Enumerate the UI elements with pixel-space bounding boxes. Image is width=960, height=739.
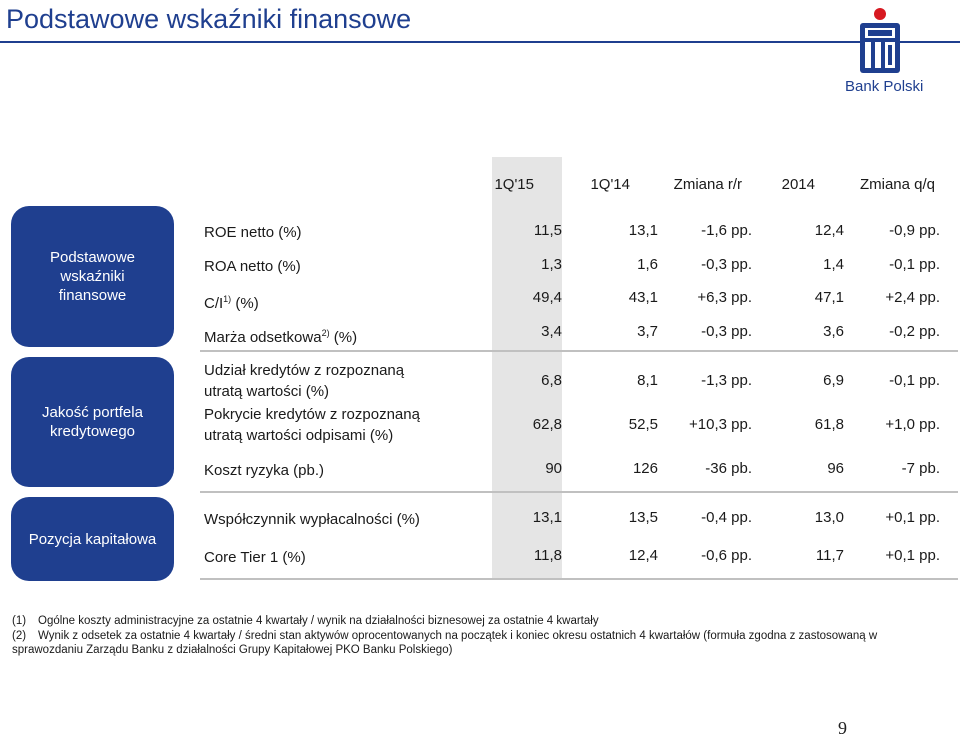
section-jakosc-portfela: Jakość portfela kredytowego xyxy=(11,357,174,487)
footnote-2: (2) Wynik z odsetek za ostatnie 4 kwartały / średni stan aktywów oprocentowanych na początek i koniec okresu ostatnich 4 kwartałów (formuła zgodna z zastosowaną w sprawozdaniu Zarządu Banku z działalności Grupy Kapitałowej PKO Banku Polskiego) xyxy=(12,630,878,656)
table-row: Core Tier 1 (%) 11,8 12,4 -0,6 pp. 11,7 +0,1 pp. xyxy=(204,547,940,566)
col-header-zmiana-qq: Zmiana q/q xyxy=(859,176,935,193)
section-divider xyxy=(200,350,958,352)
col-header-1q14: 1Q'14 xyxy=(590,176,630,193)
bank-name: Bank Polski xyxy=(845,78,924,95)
section-pozycja-kapitalowa: Pozycja kapitałowa xyxy=(11,497,174,581)
pko-logo-icon xyxy=(855,6,905,76)
table-row: Współczynnik wypłacalności (%) 13,1 13,5 -0,4 pp. 13,0 +0,1 pp. xyxy=(204,509,940,528)
page-number: 9 xyxy=(838,718,847,738)
title-divider xyxy=(0,41,960,43)
footnote-1: (1) Ogólne koszty administracyjne za ostatnie 4 kwartały / wynik na działalności biznesowej za ostatnie 4 kwartały xyxy=(12,615,599,627)
section-podstawowe-wskazniki: Podstawowe wskaźniki finansowe xyxy=(11,206,174,347)
table-row: ROA netto (%) 1,3 1,6 -0,3 pp. 1,4 -0,1 pp. xyxy=(204,256,940,275)
table-row: ROE netto (%) 11,5 13,1 -1,6 pp. 12,4 -0,9 pp. xyxy=(204,222,940,241)
col-header-2014: 2014 xyxy=(781,176,815,193)
table-row: Pokrycie kredytów z rozpoznaną utratą wartości odpisami (%) 62,8 52,5 +10,3 pp. 61,8 +1,0 pp. xyxy=(204,406,940,444)
col-header-zmiana-rr: Zmiana r/r xyxy=(673,176,742,193)
table-row: Marża odsetkowa$^{2)}$ (%) 3,4 3,7 -0,3 pp. 3,6 -0,2 pp. xyxy=(204,323,940,346)
col-header-1q15: 1Q'15 xyxy=(494,176,534,193)
table-row: $C/I^{1)}$ (%) 49,4 43,1 +6,3 pp. 47,1 +2,4 pp. xyxy=(204,289,940,312)
section-divider xyxy=(200,491,958,493)
page-title: Podstawowe wskaźniki finansowe xyxy=(6,4,412,34)
table-row: Koszt ryzyka (pb.) 90 126 -36 pb. 96 -7 pb. xyxy=(204,460,940,479)
table-bottom-divider xyxy=(200,578,958,580)
table-row: Udział kredytów z rozpoznaną utratą wartości (%) 6,8 8,1 -1,3 pp. 6,9 -0,1 pp. xyxy=(204,362,940,400)
